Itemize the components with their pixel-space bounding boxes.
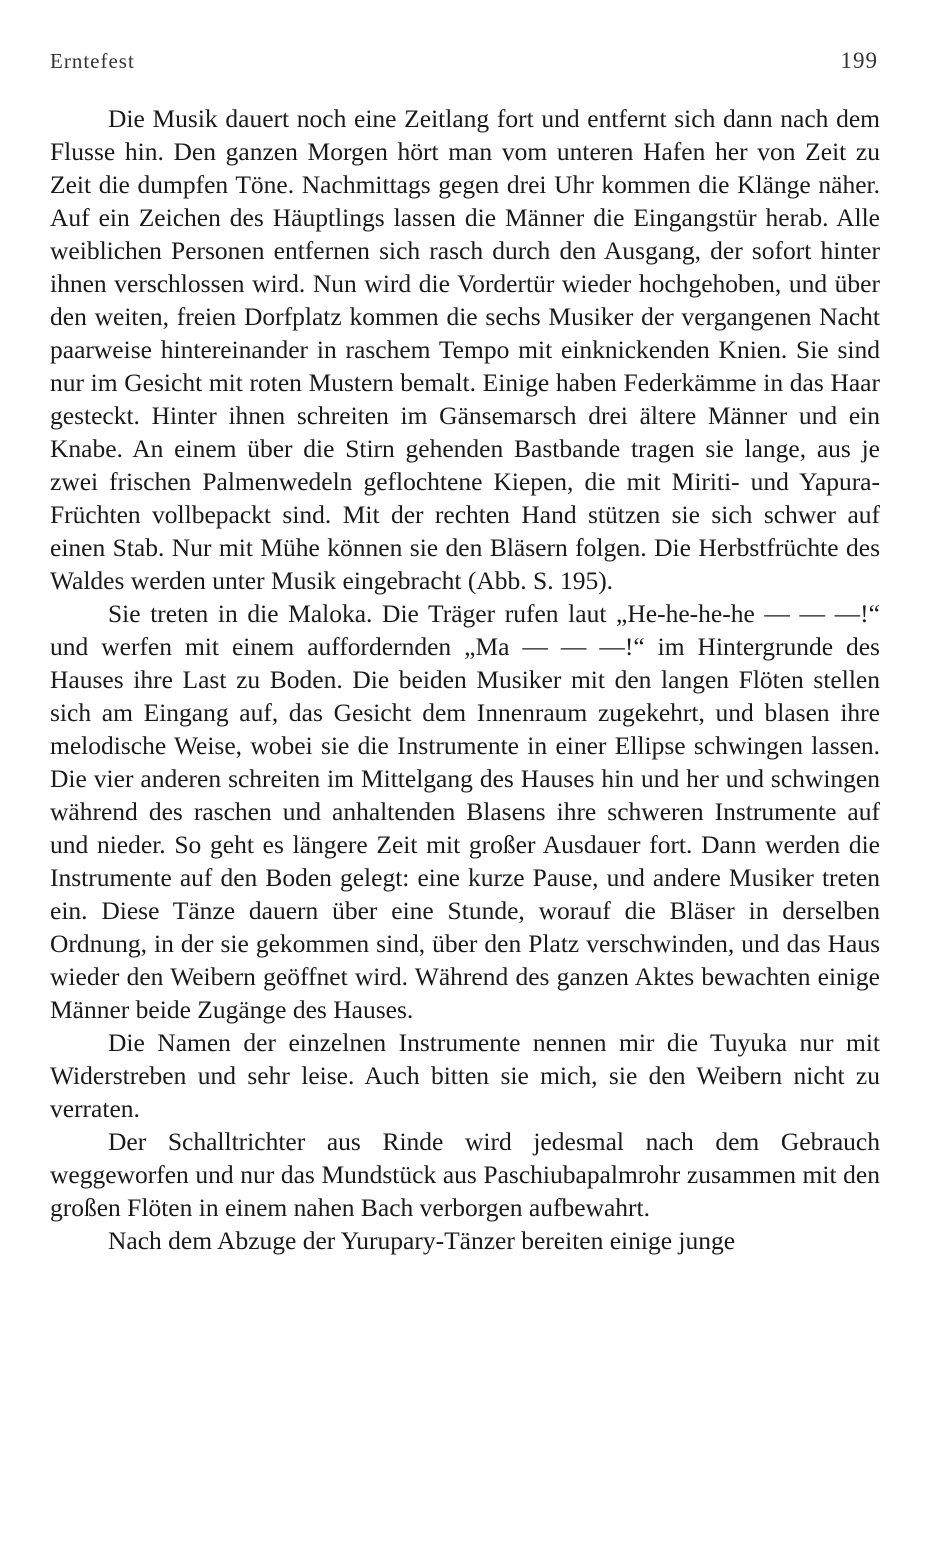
body-text: [50, 102, 880, 1257]
paragraph: Die Musik dauert noch eine Zeitlang fort und entfernt sich dann nach dem Flusse hin. Den ganzen Morgen hört man vom unteren Hafen her von Zeit zu Zeit die dumpfen Töne. Nachmittags gegen drei Uhr kommen die Klänge näher. Auf ein Zeichen des Häuptlings lassen die Männer die Eingangstür herab. Alle weiblichen Personen entfernen sich rasch durch den Ausgang, der sofort hinter ihnen verschlossen wird. Nun wird die Vordertür wieder hochgehoben, und über den weiten, freien Dorfplatz kommen die sechs Musiker der vergangenen Nacht paarweise hintereinander in raschem Tempo mit einknickenden Knien. Sie sind nur im Gesicht mit roten Mustern bemalt. Einige haben Federkämme in das Haar gesteckt. Hinter ihnen schreiten im Gänsemarsch drei ältere Männer und ein Knabe. An einem über die Stirn gehenden Bastbande tragen sie lange, aus je zwei frischen Palmenwedeln geflochtene Kiepen, die mit Miriti- und Yapura-Früchten vollbepackt sind. Mit der rechten Hand stützen sie sich schwer auf einen Stab. Nur mit Mühe können sie den Bläsern folgen. Die Herbstfrüchte des Waldes werden unter Musik eingebracht (Abb. S. 195).: [50, 104, 880, 595]
paragraph: Der Schalltrichter aus Rinde wird jedesmal nach dem Gebrauch weggeworfen und nur das Mundstück aus Paschiubapalmrohr zusammen mit den großen Flöten in einem nahen Bach verborgen aufbewahrt.: [50, 1127, 880, 1222]
paragraph: Die Namen der einzelnen Instrumente nennen mir die Tuyuka nur mit Widerstreben und sehr leise. Auch bitten sie mich, sie den Weibern nicht zu verraten.: [50, 1028, 880, 1123]
page-number: 199: [840, 48, 878, 73]
paragraph: Sie treten in die Maloka. Die Träger rufen laut „He-he-he-he — — —!“ und werfen mit einem auffordernden „Ma — — —!“ im Hintergrunde des Hauses ihre Last zu Boden. Die beiden Musiker mit den langen Flöten stellen sich am Eingang auf, das Gesicht dem Innenraum zugekehrt, und blasen ihre melodische Weise, wobei sie die Instrumente in einer Ellipse schwingen lassen. Die vier anderen schreiten im Mittelgang des Hauses hin und her und schwingen während des raschen und anhaltenden Blasens ihre schweren Instrumente auf und nieder. So geht es längere Zeit mit großer Ausdauer fort. Dann werden die Instrumente auf den Boden gelegt: eine kurze Pause, und andere Musiker treten ein. Diese Tänze dauern über eine Stunde, worauf die Bläser in derselben Ordnung, in der sie gekommen sind, über den Platz verschwinden, und das Haus wieder den Weibern geöffnet wird. Während des ganzen Aktes bewachten einige Männer beide Zugänge des Hauses.: [50, 599, 880, 1024]
book-page: [50, 40, 880, 1257]
running-header: [50, 40, 880, 74]
running-title: Erntefest: [50, 49, 135, 73]
paragraph: Nach dem Abzuge der Yurupary-Tänzer bereiten einige junge: [108, 1226, 736, 1255]
